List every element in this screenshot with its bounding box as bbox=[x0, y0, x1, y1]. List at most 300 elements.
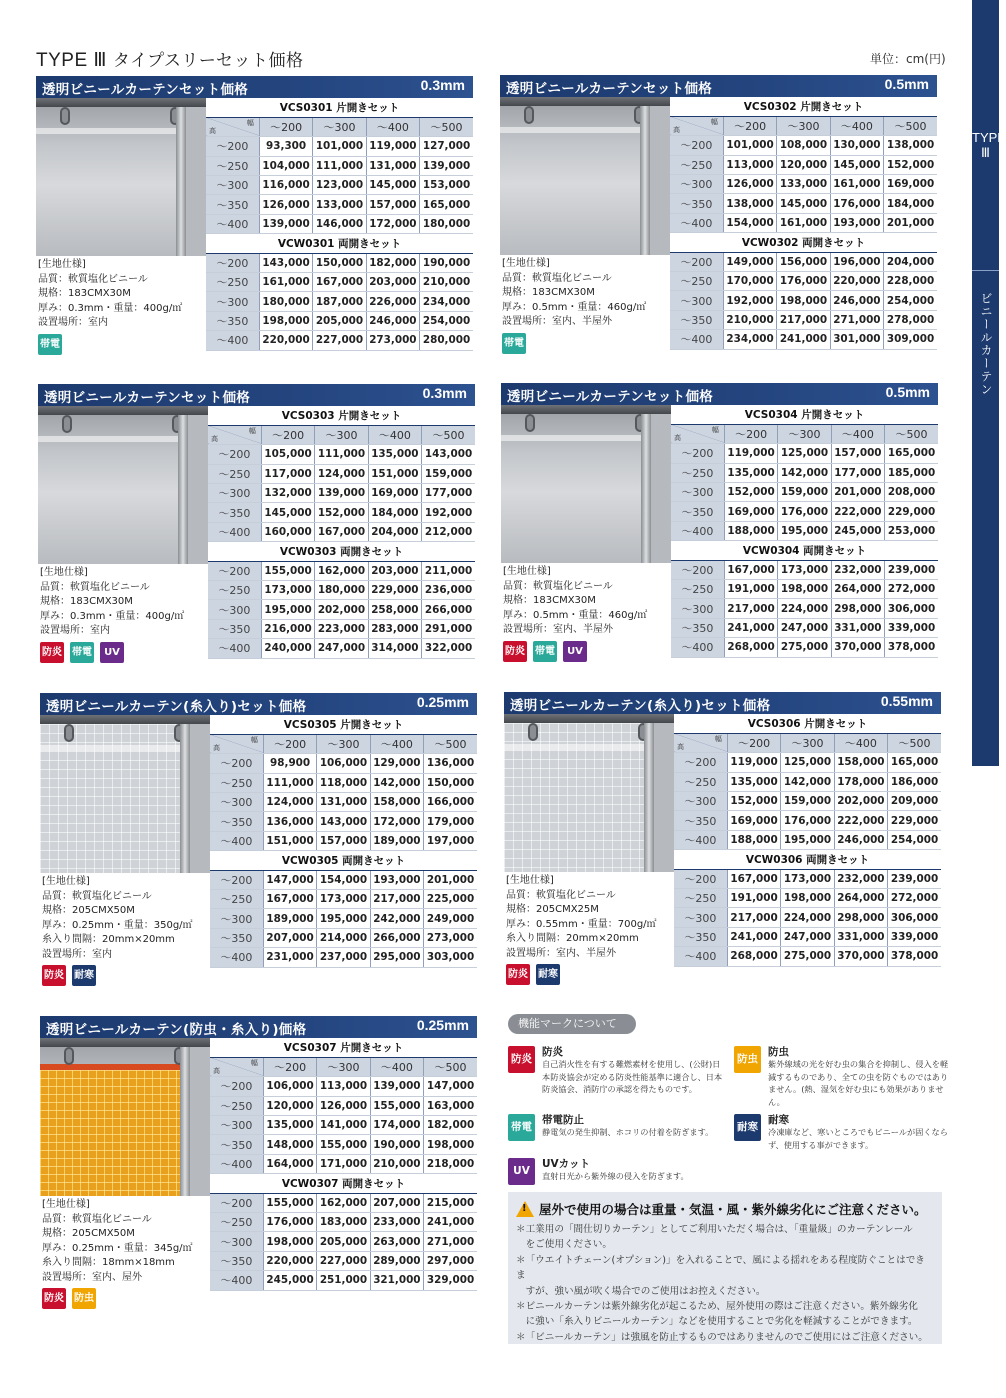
feature-badges bbox=[503, 639, 593, 661]
price-table bbox=[210, 715, 477, 968]
price-cell: 289,000 bbox=[370, 1251, 423, 1270]
spec-line: [生地仕様] bbox=[42, 1199, 90, 1210]
feature-badge-cold-icon: 耐寒 bbox=[72, 965, 96, 986]
feature-badge-fire-icon: 防炎 bbox=[42, 965, 66, 986]
price-row bbox=[210, 1135, 477, 1154]
side-index-tab bbox=[972, 0, 1006, 766]
price-row bbox=[210, 754, 477, 773]
height-header: ～400 bbox=[206, 214, 259, 233]
width-header: ～400 bbox=[370, 1057, 423, 1076]
price-row bbox=[206, 311, 473, 330]
height-header: ～400 bbox=[210, 1154, 263, 1173]
spec-line: 品質：軟質塩化ビニール bbox=[42, 1213, 152, 1225]
product-title: 透明ビニールカーテンセット価格 bbox=[44, 390, 251, 406]
price-cell: 223,000 bbox=[315, 619, 368, 638]
price-cell: 218,000 bbox=[424, 1154, 477, 1173]
price-row bbox=[670, 194, 937, 213]
height-label: 高 bbox=[673, 126, 680, 135]
feature-badge-static-icon: 帯電 bbox=[502, 333, 526, 354]
price-cell: 108,000 bbox=[777, 136, 830, 155]
price-cell: 314,000 bbox=[368, 639, 421, 658]
price-row bbox=[208, 581, 475, 600]
curtain-post bbox=[644, 723, 654, 872]
model-name: VCW0303 両開きセット bbox=[208, 542, 475, 561]
price-table bbox=[210, 1038, 477, 1291]
notice-heading: ! 屋外で使用の場合は重量・気温・風・紫外線劣化にご注意ください。 bbox=[516, 1200, 934, 1218]
price-row bbox=[206, 292, 473, 311]
price-cell: 266,000 bbox=[370, 928, 423, 947]
price-cell: 204,000 bbox=[884, 252, 937, 271]
curtain-band bbox=[40, 745, 180, 751]
price-cell: 138,000 bbox=[723, 194, 776, 213]
price-cell: 195,000 bbox=[261, 600, 314, 619]
price-cell: 241,000 bbox=[424, 1213, 477, 1232]
price-cell: 232,000 bbox=[831, 560, 884, 579]
spec-line: 規格：183CMX30M bbox=[40, 596, 133, 608]
product-thickness: 0.55mm bbox=[880, 693, 933, 709]
model-row bbox=[208, 542, 475, 561]
price-cell: 155,000 bbox=[370, 1096, 423, 1115]
price-cell: 142,000 bbox=[778, 463, 831, 482]
price-cell: 163,000 bbox=[424, 1096, 477, 1115]
price-cell: 190,000 bbox=[370, 1135, 423, 1154]
price-cell: 187,000 bbox=[313, 292, 366, 311]
legend-item-title: UVカット bbox=[542, 1158, 591, 1170]
price-cell: 127,000 bbox=[420, 137, 473, 156]
price-cell: 283,000 bbox=[368, 619, 421, 638]
price-cell: 116,000 bbox=[259, 176, 312, 195]
height-header: ～350 bbox=[674, 811, 727, 830]
legend-item-desc: 直射日光から紫外線の侵入を防ぎます。 bbox=[542, 1171, 689, 1181]
feature-badge-uv-icon: UV bbox=[563, 641, 587, 662]
height-header: ～350 bbox=[206, 311, 259, 330]
legend-item-title: 帯電防止 bbox=[542, 1114, 584, 1126]
table-corner bbox=[210, 1057, 263, 1076]
price-cell: 241,000 bbox=[777, 330, 830, 349]
width-header: ～300 bbox=[777, 116, 830, 135]
width-header: ～400 bbox=[368, 425, 421, 444]
price-cell: 264,000 bbox=[834, 889, 887, 908]
price-row bbox=[674, 772, 941, 791]
spec-line: 設置場所：室内、半屋外 bbox=[506, 947, 616, 959]
height-header: ～300 bbox=[670, 291, 723, 310]
price-cell: 176,000 bbox=[263, 1213, 316, 1232]
price-cell: 157,000 bbox=[317, 831, 370, 850]
price-cell: 173,000 bbox=[261, 581, 314, 600]
price-table bbox=[670, 97, 937, 350]
height-header: ～400 bbox=[210, 1271, 263, 1290]
height-header: ～300 bbox=[674, 908, 727, 927]
curtain-post-side bbox=[188, 415, 208, 564]
width-header: ～200 bbox=[259, 117, 312, 136]
price-cell: 246,000 bbox=[366, 311, 419, 330]
price-row bbox=[674, 927, 941, 946]
price-cell: 211,000 bbox=[422, 561, 475, 580]
feature-badges bbox=[502, 331, 532, 353]
price-row bbox=[206, 273, 473, 292]
price-cell: 216,000 bbox=[261, 619, 314, 638]
price-cell: 141,000 bbox=[317, 1116, 370, 1135]
uv-cut-icon: UV bbox=[508, 1158, 535, 1185]
height-label: 高 bbox=[213, 744, 220, 753]
curtain-band bbox=[38, 436, 178, 442]
price-cell: 198,000 bbox=[777, 291, 830, 310]
price-cell: 126,000 bbox=[723, 175, 776, 194]
product-title: 透明ビニールカーテンセット価格 bbox=[506, 81, 713, 97]
feature-badge-uv-icon: UV bbox=[100, 642, 124, 663]
curtain-band bbox=[36, 128, 176, 134]
price-row bbox=[210, 909, 477, 928]
height-header: ～250 bbox=[210, 1213, 263, 1232]
model-row bbox=[671, 405, 938, 424]
price-cell: 208,000 bbox=[885, 483, 938, 502]
height-header: ～200 bbox=[674, 869, 727, 888]
height-header: ～350 bbox=[210, 928, 263, 947]
price-cell: 158,000 bbox=[834, 753, 887, 772]
height-header: ～400 bbox=[674, 947, 727, 966]
price-cell: 119,000 bbox=[366, 137, 419, 156]
spec-line: 厚み：0.25mm・重量：350g/㎡ bbox=[42, 919, 193, 931]
height-header: ～250 bbox=[210, 1096, 263, 1115]
curtain-band bbox=[501, 435, 641, 441]
price-cell: 126,000 bbox=[259, 195, 312, 214]
outdoor-use-notice bbox=[508, 1192, 942, 1344]
model-row bbox=[670, 97, 937, 116]
price-cell: 275,000 bbox=[781, 947, 834, 966]
product-title: 透明ビニールカーテンセット価格 bbox=[507, 389, 714, 405]
price-cell: 143,000 bbox=[317, 812, 370, 831]
price-cell: 217,000 bbox=[724, 599, 777, 618]
spec-line: 設置場所：室内、屋外 bbox=[42, 1271, 142, 1283]
width-header: ～400 bbox=[366, 117, 419, 136]
fabric-spec bbox=[42, 875, 210, 963]
price-cell: 378,000 bbox=[888, 947, 941, 966]
price-cell: 184,000 bbox=[884, 194, 937, 213]
legend-item-desc: 静電気の発生抑制、ホコリの付着を防ぎます。 bbox=[542, 1127, 714, 1137]
price-cell: 142,000 bbox=[370, 773, 423, 792]
price-row bbox=[670, 136, 937, 155]
price-cell: 370,000 bbox=[831, 638, 884, 657]
height-header: ～200 bbox=[208, 561, 261, 580]
feature-badge-cold-icon: 耐寒 bbox=[536, 964, 560, 985]
width-header: ～300 bbox=[313, 117, 366, 136]
table-corner bbox=[208, 425, 261, 444]
price-cell: 306,000 bbox=[885, 599, 938, 618]
model-name: VCS0307 片開きセット bbox=[210, 1038, 477, 1057]
width-header: ～400 bbox=[830, 116, 883, 135]
price-cell: 263,000 bbox=[370, 1232, 423, 1251]
price-cell: 129,000 bbox=[370, 754, 423, 773]
curtain-post-side bbox=[654, 723, 674, 872]
price-cell: 170,000 bbox=[723, 272, 776, 291]
fabric-spec bbox=[502, 257, 670, 330]
price-cell: 139,000 bbox=[420, 156, 473, 175]
feature-badges bbox=[506, 962, 566, 984]
product-thickness: 0.3mm bbox=[420, 77, 465, 93]
height-header: ～400 bbox=[674, 830, 727, 849]
width-header: ～400 bbox=[831, 424, 884, 443]
price-cell: 156,000 bbox=[777, 252, 830, 271]
price-cell: 202,000 bbox=[315, 600, 368, 619]
price-cell: 154,000 bbox=[317, 870, 370, 889]
price-cell: 225,000 bbox=[424, 890, 477, 909]
price-row bbox=[670, 330, 937, 349]
model-row bbox=[670, 233, 937, 252]
height-header: ～400 bbox=[670, 330, 723, 349]
price-cell: 145,000 bbox=[777, 194, 830, 213]
price-row bbox=[671, 580, 938, 599]
height-label: 高 bbox=[213, 1067, 220, 1076]
price-cell: 203,000 bbox=[366, 273, 419, 292]
product-photo bbox=[36, 98, 206, 256]
price-cell: 186,000 bbox=[888, 772, 941, 791]
price-cell: 191,000 bbox=[724, 580, 777, 599]
spec-line: [生地仕様] bbox=[502, 258, 550, 269]
product-header bbox=[40, 1016, 477, 1038]
product-thickness: 0.25mm bbox=[416, 1017, 469, 1033]
product-thickness: 0.5mm bbox=[884, 76, 929, 92]
legend-item-desc: 冷凍庫など、寒いところでもビニールが固くならず、使用する事ができます。 bbox=[768, 1127, 948, 1150]
price-cell: 176,000 bbox=[830, 194, 883, 213]
height-header: ～250 bbox=[210, 890, 263, 909]
price-row bbox=[674, 889, 941, 908]
price-cell: 198,000 bbox=[424, 1135, 477, 1154]
price-cell: 165,000 bbox=[888, 753, 941, 772]
curtain-rail bbox=[501, 405, 671, 414]
legend-item-title: 耐寒 bbox=[768, 1114, 789, 1126]
price-row bbox=[670, 252, 937, 271]
width-header-row bbox=[210, 1057, 477, 1076]
height-header: ～350 bbox=[210, 812, 263, 831]
fabric-spec bbox=[40, 566, 208, 639]
price-cell: 258,000 bbox=[368, 600, 421, 619]
product-header bbox=[38, 384, 475, 406]
price-row bbox=[210, 928, 477, 947]
curtain-rail bbox=[38, 406, 208, 415]
spec-line: 品質：軟質塩化ビニール bbox=[502, 272, 612, 284]
price-cell: 227,000 bbox=[313, 331, 366, 350]
spec-line: 品質：軟質塩化ビニール bbox=[42, 890, 152, 902]
width-header: ～200 bbox=[723, 116, 776, 135]
height-header: ～400 bbox=[210, 831, 263, 850]
price-cell: 184,000 bbox=[368, 503, 421, 522]
price-cell: 161,000 bbox=[259, 273, 312, 292]
price-row bbox=[208, 561, 475, 580]
hanger-hook-icon bbox=[64, 1047, 74, 1065]
price-cell: 167,000 bbox=[263, 890, 316, 909]
curtain-post bbox=[178, 415, 188, 564]
fabric-spec bbox=[42, 1198, 210, 1286]
price-cell: 124,000 bbox=[263, 793, 316, 812]
spec-line: 厚み：0.3mm・重量：400g/㎡ bbox=[40, 610, 185, 622]
price-cell: 155,000 bbox=[263, 1193, 316, 1212]
price-cell: 224,000 bbox=[778, 599, 831, 618]
price-row bbox=[671, 638, 938, 657]
height-header: ～250 bbox=[206, 156, 259, 175]
table-corner bbox=[674, 733, 727, 752]
height-header: ～350 bbox=[670, 194, 723, 213]
price-cell: 125,000 bbox=[781, 753, 834, 772]
width-header-row bbox=[210, 734, 477, 753]
price-cell: 266,000 bbox=[422, 600, 475, 619]
spec-line: 糸入り間隔：18mm×18mm bbox=[42, 1257, 175, 1269]
price-row bbox=[671, 483, 938, 502]
price-cell: 138,000 bbox=[884, 136, 937, 155]
model-row bbox=[210, 1038, 477, 1057]
price-cell: 176,000 bbox=[777, 272, 830, 291]
product-block bbox=[36, 76, 473, 356]
feature-badge-bug-icon: 防虫 bbox=[72, 1288, 96, 1309]
price-cell: 298,000 bbox=[834, 908, 887, 927]
notice-line: ＊「ウエイトチェーン(オプション)」を入れることで、風による揺れをある程度防ぐことはできま bbox=[516, 1254, 925, 1282]
price-cell: 303,000 bbox=[424, 948, 477, 967]
price-cell: 378,000 bbox=[885, 638, 938, 657]
price-cell: 254,000 bbox=[420, 311, 473, 330]
price-row bbox=[206, 156, 473, 175]
price-cell: 145,000 bbox=[366, 176, 419, 195]
height-label: 高 bbox=[211, 435, 218, 444]
spec-line: 厚み：0.55mm・重量：700g/㎡ bbox=[506, 918, 657, 930]
price-cell: 188,000 bbox=[724, 521, 777, 540]
price-cell: 153,000 bbox=[420, 176, 473, 195]
price-cell: 247,000 bbox=[781, 927, 834, 946]
spec-line: 規格：205CMX50M bbox=[42, 905, 135, 917]
price-cell: 297,000 bbox=[424, 1251, 477, 1270]
price-cell: 210,000 bbox=[723, 310, 776, 329]
price-cell: 150,000 bbox=[424, 773, 477, 792]
price-cell: 229,000 bbox=[888, 811, 941, 830]
price-cell: 234,000 bbox=[723, 330, 776, 349]
height-header: ～200 bbox=[674, 753, 727, 772]
hanger-hook-icon bbox=[60, 107, 70, 125]
width-header-row bbox=[674, 733, 941, 752]
price-cell: 247,000 bbox=[778, 618, 831, 637]
width-header-row bbox=[208, 425, 475, 444]
price-cell: 149,000 bbox=[723, 252, 776, 271]
price-cell: 169,000 bbox=[884, 175, 937, 194]
product-header bbox=[40, 693, 477, 715]
height-label: 高 bbox=[209, 127, 216, 136]
price-cell: 119,000 bbox=[724, 444, 777, 463]
model-row bbox=[206, 234, 473, 253]
price-cell: 273,000 bbox=[424, 928, 477, 947]
price-cell: 229,000 bbox=[368, 581, 421, 600]
price-cell: 254,000 bbox=[884, 291, 937, 310]
curtain-rail bbox=[40, 1038, 210, 1047]
price-cell: 167,000 bbox=[727, 869, 780, 888]
width-header: ～500 bbox=[424, 734, 477, 753]
notice-line: ＊ビニールカーテンは紫外線劣化が起こるため、屋外使用の際はご注意ください。紫外線劣化 bbox=[516, 1301, 918, 1313]
price-cell: 195,000 bbox=[317, 909, 370, 928]
height-header: ～200 bbox=[206, 253, 259, 272]
price-cell: 202,000 bbox=[834, 792, 887, 811]
spec-line: 設置場所：室内 bbox=[42, 948, 112, 960]
width-label: 幅 bbox=[710, 117, 718, 126]
height-header: ～200 bbox=[206, 137, 259, 156]
price-cell: 201,000 bbox=[884, 213, 937, 232]
price-cell: 220,000 bbox=[830, 272, 883, 291]
price-cell: 247,000 bbox=[315, 639, 368, 658]
price-cell: 124,000 bbox=[315, 464, 368, 483]
price-cell: 251,000 bbox=[317, 1271, 370, 1290]
price-row bbox=[670, 213, 937, 232]
price-cell: 240,000 bbox=[261, 639, 314, 658]
notice-line: ＊「ビニールカーテン」は強風を防止するものではありませんのでご使用にはご注意ください。 bbox=[516, 1331, 928, 1343]
price-cell: 180,000 bbox=[420, 214, 473, 233]
height-label: 高 bbox=[674, 434, 681, 443]
price-cell: 197,000 bbox=[424, 831, 477, 850]
width-header: ～500 bbox=[885, 424, 938, 443]
width-header: ～300 bbox=[315, 425, 368, 444]
price-row bbox=[210, 948, 477, 967]
price-row bbox=[208, 619, 475, 638]
height-header: ～200 bbox=[671, 444, 724, 463]
insect-repellent-icon: 防虫 bbox=[734, 1046, 761, 1073]
fire-retardant-icon: 防炎 bbox=[508, 1046, 535, 1073]
height-header: ～400 bbox=[208, 639, 261, 658]
price-cell: 301,000 bbox=[830, 330, 883, 349]
price-row bbox=[671, 560, 938, 579]
price-row bbox=[674, 869, 941, 888]
price-cell: 241,000 bbox=[724, 618, 777, 637]
model-name: VCW0302 両開きセット bbox=[670, 233, 937, 252]
price-row bbox=[210, 1077, 477, 1096]
price-cell: 331,000 bbox=[831, 618, 884, 637]
height-header: ～350 bbox=[208, 619, 261, 638]
price-row bbox=[210, 831, 477, 850]
price-cell: 198,000 bbox=[781, 889, 834, 908]
product-thickness: 0.5mm bbox=[885, 384, 930, 400]
model-name: VCS0303 片開きセット bbox=[208, 406, 475, 425]
width-header: ～300 bbox=[781, 733, 834, 752]
height-header: ～250 bbox=[208, 464, 261, 483]
price-cell: 241,000 bbox=[727, 927, 780, 946]
width-header-row bbox=[206, 117, 473, 136]
product-title: 透明ビニールカーテン(糸入り)セット価格 bbox=[510, 698, 771, 714]
height-header: ～350 bbox=[210, 1135, 263, 1154]
width-header: ～200 bbox=[263, 734, 316, 753]
product-title: 透明ビニールカーテン(防虫・糸入り)価格 bbox=[46, 1022, 307, 1038]
price-cell: 106,000 bbox=[317, 754, 370, 773]
price-cell: 172,000 bbox=[370, 812, 423, 831]
price-cell: 135,000 bbox=[263, 1116, 316, 1135]
price-cell: 161,000 bbox=[830, 175, 883, 194]
height-header: ～250 bbox=[671, 463, 724, 482]
price-cell: 268,000 bbox=[724, 638, 777, 657]
spec-line: [生地仕様] bbox=[40, 567, 88, 578]
price-cell: 201,000 bbox=[424, 870, 477, 889]
price-cell: 161,000 bbox=[777, 213, 830, 232]
price-row bbox=[210, 773, 477, 792]
price-cell: 193,000 bbox=[830, 213, 883, 232]
height-header: ～300 bbox=[671, 599, 724, 618]
height-header: ～250 bbox=[674, 889, 727, 908]
height-header: ～200 bbox=[210, 870, 263, 889]
price-cell: 228,000 bbox=[884, 272, 937, 291]
curtain-band bbox=[504, 744, 644, 750]
price-cell: 190,000 bbox=[420, 253, 473, 272]
price-cell: 253,000 bbox=[885, 521, 938, 540]
price-cell: 176,000 bbox=[778, 502, 831, 521]
price-row bbox=[674, 830, 941, 849]
page-title: TYPE Ⅲ タイプスリーセット価格 bbox=[36, 50, 304, 71]
price-table bbox=[208, 406, 475, 659]
spec-line: 設置場所：室内、半屋外 bbox=[503, 624, 613, 636]
price-row bbox=[674, 753, 941, 772]
price-row bbox=[208, 639, 475, 658]
height-header: ～400 bbox=[671, 521, 724, 540]
feature-badge-static-icon: 帯電 bbox=[38, 334, 62, 355]
